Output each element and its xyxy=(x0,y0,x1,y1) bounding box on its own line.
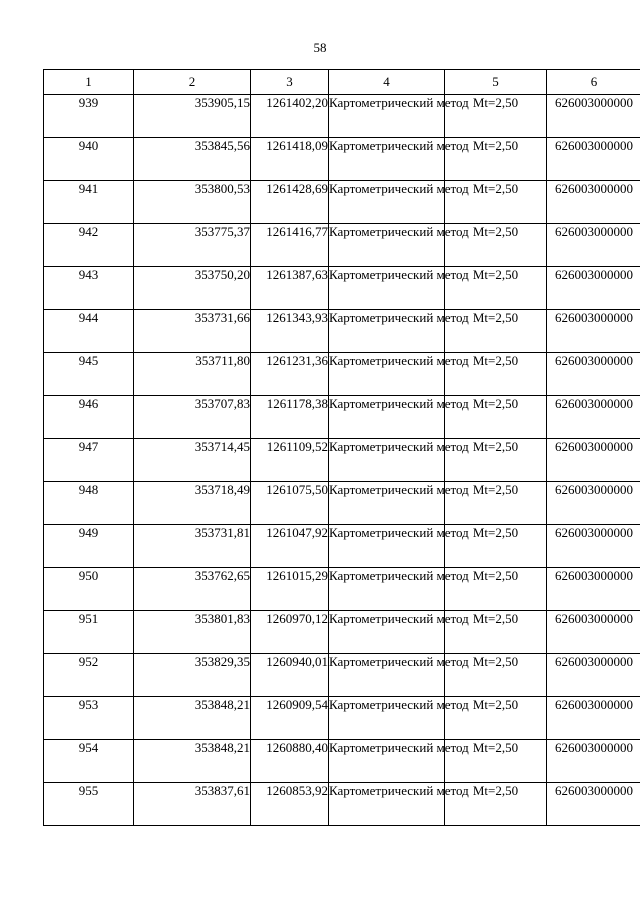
coord-y-cell: 1261075,50 xyxy=(251,482,329,525)
coord-y-cell: 1261231,36 xyxy=(251,353,329,396)
coord-y-cell: 1261387,63 xyxy=(251,267,329,310)
header-col-4: 4 xyxy=(329,70,445,95)
method-cell: Картометрический метод xyxy=(329,783,445,826)
header-col-2: 2 xyxy=(134,70,251,95)
accuracy-cell: Mt=2,50 xyxy=(445,353,547,396)
coord-x-cell: 353905,15 xyxy=(134,95,251,138)
method-cell: Картометрический метод xyxy=(329,482,445,525)
coord-x-cell: 353801,83 xyxy=(134,611,251,654)
coord-y-cell: 1260909,54 xyxy=(251,697,329,740)
method-cell: Картометрический метод xyxy=(329,224,445,267)
code-cell: 626003000000 xyxy=(547,783,640,826)
code-cell: 626003000000 xyxy=(547,568,640,611)
coord-x-cell: 353714,45 xyxy=(134,439,251,482)
accuracy-cell: Mt=2,50 xyxy=(445,783,547,826)
method-cell: Картометрический метод xyxy=(329,525,445,568)
coord-y-cell: 1260880,40 xyxy=(251,740,329,783)
coord-x-cell: 353848,21 xyxy=(134,740,251,783)
accuracy-cell: Mt=2,50 xyxy=(445,310,547,353)
header-col-3: 3 xyxy=(251,70,329,95)
accuracy-cell: Mt=2,50 xyxy=(445,224,547,267)
table-row xyxy=(44,783,640,826)
code-cell: 626003000000 xyxy=(547,267,640,310)
accuracy-cell: Mt=2,50 xyxy=(445,697,547,740)
point-number-cell: 942 xyxy=(44,224,134,267)
table-row xyxy=(44,482,640,525)
coord-y-cell: 1261178,38 xyxy=(251,396,329,439)
accuracy-cell: Mt=2,50 xyxy=(445,654,547,697)
header-col-6: 6 xyxy=(547,70,640,95)
point-number-cell: 955 xyxy=(44,783,134,826)
table-row xyxy=(44,439,640,482)
code-cell: 626003000000 xyxy=(547,181,640,224)
coord-y-cell: 1260853,92 xyxy=(251,783,329,826)
accuracy-cell: Mt=2,50 xyxy=(445,95,547,138)
code-cell: 626003000000 xyxy=(547,611,640,654)
coord-x-cell: 353750,20 xyxy=(134,267,251,310)
accuracy-cell: Mt=2,50 xyxy=(445,740,547,783)
method-cell: Картометрический метод xyxy=(329,181,445,224)
point-number-cell: 939 xyxy=(44,95,134,138)
method-cell: Картометрический метод xyxy=(329,611,445,654)
table-row xyxy=(44,138,640,181)
point-number-cell: 946 xyxy=(44,396,134,439)
method-cell: Картометрический метод xyxy=(329,697,445,740)
coord-y-cell: 1261015,29 xyxy=(251,568,329,611)
table-row xyxy=(44,611,640,654)
coord-x-cell: 353731,66 xyxy=(134,310,251,353)
table-row xyxy=(44,396,640,439)
header-col-1: 1 xyxy=(44,70,134,95)
table-row xyxy=(44,224,640,267)
code-cell: 626003000000 xyxy=(547,353,640,396)
point-number-cell: 948 xyxy=(44,482,134,525)
coord-x-cell: 353848,21 xyxy=(134,697,251,740)
coord-y-cell: 1261343,93 xyxy=(251,310,329,353)
point-number-cell: 952 xyxy=(44,654,134,697)
accuracy-cell: Mt=2,50 xyxy=(445,568,547,611)
point-number-cell: 951 xyxy=(44,611,134,654)
coord-y-cell: 1261416,77 xyxy=(251,224,329,267)
point-number-cell: 944 xyxy=(44,310,134,353)
coord-y-cell: 1261402,20 xyxy=(251,95,329,138)
point-number-cell: 943 xyxy=(44,267,134,310)
coord-y-cell: 1261047,92 xyxy=(251,525,329,568)
code-cell: 626003000000 xyxy=(547,95,640,138)
code-cell: 626003000000 xyxy=(547,525,640,568)
code-cell: 626003000000 xyxy=(547,224,640,267)
point-number-cell: 949 xyxy=(44,525,134,568)
table-row xyxy=(44,95,640,138)
accuracy-cell: Mt=2,50 xyxy=(445,267,547,310)
accuracy-cell: Mt=2,50 xyxy=(445,482,547,525)
table-row xyxy=(44,654,640,697)
coord-x-cell: 353800,53 xyxy=(134,181,251,224)
table-row xyxy=(44,568,640,611)
coord-x-cell: 353731,81 xyxy=(134,525,251,568)
table-row xyxy=(44,353,640,396)
coord-y-cell: 1261418,09 xyxy=(251,138,329,181)
code-cell: 626003000000 xyxy=(547,654,640,697)
coord-x-cell: 353762,65 xyxy=(134,568,251,611)
method-cell: Картометрический метод xyxy=(329,353,445,396)
method-cell: Картометрический метод xyxy=(329,138,445,181)
coordinates-table xyxy=(43,69,640,826)
point-number-cell: 945 xyxy=(44,353,134,396)
code-cell: 626003000000 xyxy=(547,740,640,783)
coord-x-cell: 353707,83 xyxy=(134,396,251,439)
accuracy-cell: Mt=2,50 xyxy=(445,138,547,181)
code-cell: 626003000000 xyxy=(547,138,640,181)
coord-x-cell: 353711,80 xyxy=(134,353,251,396)
code-cell: 626003000000 xyxy=(547,697,640,740)
method-cell: Картометрический метод xyxy=(329,267,445,310)
code-cell: 626003000000 xyxy=(547,439,640,482)
point-number-cell: 954 xyxy=(44,740,134,783)
point-number-cell: 947 xyxy=(44,439,134,482)
coord-y-cell: 1260940,01 xyxy=(251,654,329,697)
point-number-cell: 950 xyxy=(44,568,134,611)
table-row xyxy=(44,267,640,310)
accuracy-cell: Mt=2,50 xyxy=(445,181,547,224)
coord-x-cell: 353829,35 xyxy=(134,654,251,697)
code-cell: 626003000000 xyxy=(547,396,640,439)
coord-x-cell: 353775,37 xyxy=(134,224,251,267)
method-cell: Картометрический метод xyxy=(329,568,445,611)
header-row xyxy=(44,70,640,95)
table-row xyxy=(44,525,640,568)
point-number-cell: 941 xyxy=(44,181,134,224)
coord-x-cell: 353837,61 xyxy=(134,783,251,826)
method-cell: Картометрический метод xyxy=(329,654,445,697)
table-row xyxy=(44,310,640,353)
point-number-cell: 940 xyxy=(44,138,134,181)
coord-y-cell: 1261428,69 xyxy=(251,181,329,224)
accuracy-cell: Mt=2,50 xyxy=(445,611,547,654)
table-header xyxy=(44,70,640,95)
point-number-cell: 953 xyxy=(44,697,134,740)
method-cell: Картометрический метод xyxy=(329,439,445,482)
table-row xyxy=(44,181,640,224)
coord-y-cell: 1260970,12 xyxy=(251,611,329,654)
page-number: 58 xyxy=(313,40,327,55)
table-body xyxy=(44,95,640,826)
coord-x-cell: 353718,49 xyxy=(134,482,251,525)
coord-y-cell: 1261109,52 xyxy=(251,439,329,482)
table-row xyxy=(44,697,640,740)
accuracy-cell: Mt=2,50 xyxy=(445,439,547,482)
code-cell: 626003000000 xyxy=(547,310,640,353)
accuracy-cell: Mt=2,50 xyxy=(445,525,547,568)
accuracy-cell: Mt=2,50 xyxy=(445,396,547,439)
code-cell: 626003000000 xyxy=(547,482,640,525)
method-cell: Картометрический метод xyxy=(329,95,445,138)
coord-x-cell: 353845,56 xyxy=(134,138,251,181)
method-cell: Картометрический метод xyxy=(329,396,445,439)
header-col-5: 5 xyxy=(445,70,547,95)
method-cell: Картометрический метод xyxy=(329,740,445,783)
table-row xyxy=(44,740,640,783)
method-cell: Картометрический метод xyxy=(329,310,445,353)
